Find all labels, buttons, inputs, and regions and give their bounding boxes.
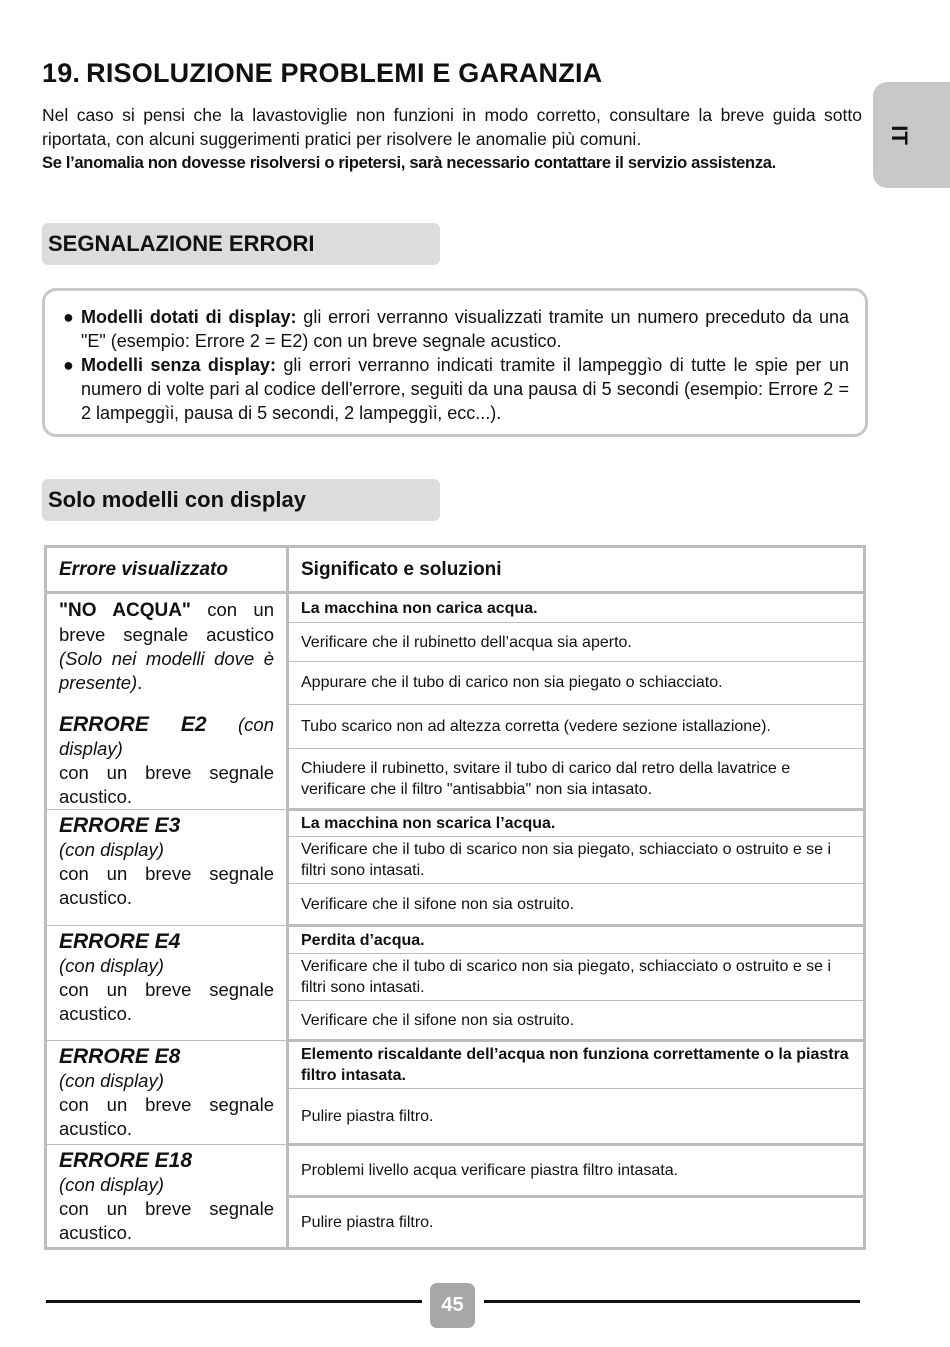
error-cell-e3 — [46, 810, 288, 926]
list-item-label: Modelli senza display: — [81, 355, 276, 375]
column-header-error: Errore visualizzato — [46, 547, 288, 593]
solution-cell: Verificare che il sifone non sia ostruito. — [288, 1001, 865, 1041]
table-row — [46, 810, 865, 837]
error-desc: con un breve segnale acustico. — [59, 979, 274, 1024]
section-heading-errors: SEGNALAZIONE ERRORI — [42, 223, 440, 265]
error-dot: . — [137, 672, 143, 693]
solution-cell: Perdita d’acqua. — [288, 926, 865, 954]
list-item — [63, 305, 849, 353]
error-cell-e18 — [46, 1145, 288, 1249]
error-code: ERRORE E3 — [59, 814, 181, 837]
page-title — [42, 58, 602, 89]
bullet-icon: ● — [63, 355, 74, 375]
bullet-icon: ● — [63, 307, 74, 327]
solution-cell: Verificare che il tubo di scarico non sia piegato, schiacciato o ostruito e se i filtri sono intasati. — [288, 837, 865, 884]
solution-cell: Verificare che il rubinetto dell’acqua sia aperto. — [288, 623, 865, 662]
language-tab — [873, 82, 950, 188]
error-desc: con un breve segnale acustico. — [59, 1094, 274, 1139]
error-desc: con un breve segnale acustico. — [59, 863, 274, 908]
solution-cell: Problemi livello acqua verificare piastra filtro intasata. — [288, 1145, 865, 1197]
list-item-text: gli errori verranno indicati tramite il lampeggìo di tutte le spie per un numero di volte pari al codice dell'errore, seguiti da una pausa di 5 secondi (esempio: Errore 2 = 2 lampeggìi, pausa di 5 secondi, 2 lampeggìi, ecc...). — [81, 355, 850, 423]
error-desc: con un breve segnale acustico. — [59, 762, 274, 807]
solution-cell: Pulire piastra filtro. — [288, 1197, 865, 1249]
error-note: (Solo nei modelli dove è presente) — [59, 648, 274, 693]
intro-text: Nel caso si pensi che la lavastoviglie non funzioni in modo corretto, consultare la breve guida sotto riportata, con alcuni suggerimenti pratici per risolvere le anomalie più comuni. — [42, 105, 862, 149]
list-item-label: Modelli dotati di display: — [81, 307, 297, 327]
table-header-row — [46, 547, 865, 593]
table-row — [46, 593, 865, 623]
intro-bold-text: Se l’anomalia non dovesse risolversi o ripetersi, sarà necessario contattare il servizio assistenza. — [42, 154, 776, 172]
solution-cell: Chiudere il rubinetto, svitare il tubo di carico dal retro della lavatrice e verificare che il filtro "antisabbia" non sia intasato. — [288, 749, 865, 810]
solution-cell: La macchina non scarica l’acqua. — [288, 810, 865, 837]
solution-cell: Elemento riscaldante dell’acqua non funziona correttamente o la piastra filtro intasata. — [288, 1041, 865, 1089]
error-note: (con display) — [59, 1174, 164, 1195]
solution-cell: Appurare che il tubo di carico non sia piegato o schiacciato. — [288, 661, 865, 704]
section-title: RISOLUZIONE PROBLEMI E GARANZIA — [86, 58, 603, 88]
error-note: (con display) — [59, 955, 164, 976]
error-code: "NO ACQUA" — [59, 600, 191, 621]
section-heading-display: Solo modelli con display — [42, 479, 440, 521]
error-code: ERRORE E2 — [59, 713, 207, 736]
error-desc: con un breve segnale acustico. — [59, 1198, 274, 1243]
table-row — [46, 1145, 865, 1197]
page-number: 45 — [430, 1283, 475, 1328]
table-row — [46, 1041, 865, 1089]
section-number: 19. — [42, 58, 81, 88]
error-code: ERRORE E8 — [59, 1045, 181, 1068]
error-table — [44, 545, 866, 1250]
solution-cell: La macchina non carica acqua. — [288, 593, 865, 623]
error-cell-e4 — [46, 926, 288, 1041]
language-label: IT — [887, 125, 912, 145]
error-note: (con display) — [59, 1070, 164, 1091]
error-signaling-box — [42, 288, 868, 437]
footer-divider-left — [46, 1300, 422, 1303]
solution-cell: Verificare che il sifone non sia ostruito. — [288, 884, 865, 926]
list-item-text: gli errori verranno visualizzati tramite un numero preceduto da una "E" (esempio: Errore 2 = E2) con un breve segnale acustico. — [81, 307, 849, 351]
column-header-meaning: Significato e soluzioni — [288, 547, 865, 593]
error-note: (con display) — [59, 714, 274, 759]
error-desc: con un breve segnale acustico — [59, 599, 274, 645]
list-item — [63, 353, 849, 425]
solution-cell: Verificare che il tubo di scarico non sia piegato, schiacciato o ostruito e se i filtri sono intasati. — [288, 954, 865, 1001]
footer-divider-right — [484, 1300, 860, 1303]
table-row — [46, 926, 865, 954]
error-code: ERRORE E4 — [59, 930, 181, 953]
error-note: (con display) — [59, 839, 164, 860]
solution-cell: Tubo scarico non ad altezza corretta (vedere sezione istallazione). — [288, 704, 865, 749]
error-code: ERRORE E18 — [59, 1149, 193, 1172]
error-cell-no-acqua — [46, 593, 288, 810]
error-cell-e8 — [46, 1041, 288, 1145]
solution-cell: Pulire piastra filtro. — [288, 1089, 865, 1145]
